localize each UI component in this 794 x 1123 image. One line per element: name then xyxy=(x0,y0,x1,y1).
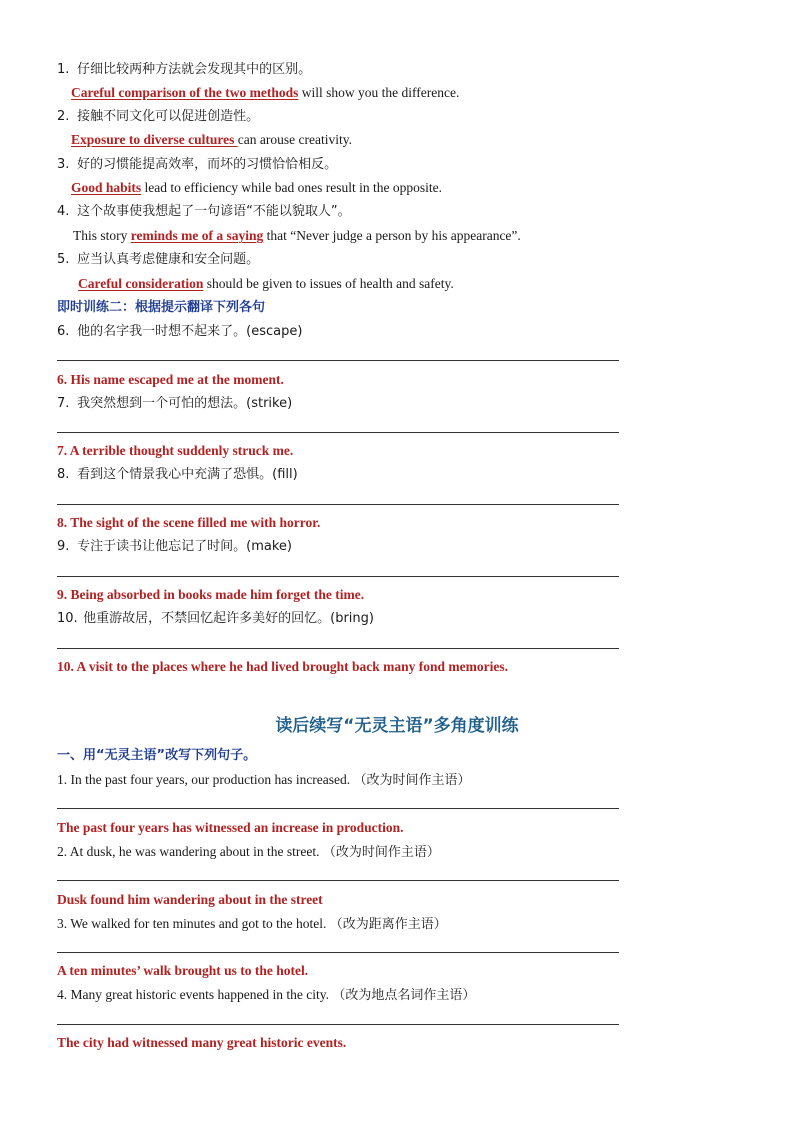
rewrite-answer-3: A ten minutes’ walk brought us to the hotel. xyxy=(57,963,309,978)
answer-6: 6. His name escaped me at the moment. xyxy=(57,372,284,387)
answer-key-phrase: Exposure to diverse cultures xyxy=(71,132,238,147)
answer-blank-line xyxy=(57,1024,619,1025)
answer-3-en: Good habits lead to efficiency while bad ones result in the opposite. xyxy=(71,180,442,195)
question-8-cn: 8. 看到这个情景我心中充满了恐惧。(fill) xyxy=(57,467,298,482)
rewrite-question-2: 2. At dusk, he was wandering about in the street. （改为时间作主语） xyxy=(57,844,440,860)
answer-7: 7. A terrible thought suddenly struck me. xyxy=(57,443,294,458)
answer-blank-line xyxy=(57,808,619,809)
rewrite-question-3: 3. We walked for ten minutes and got to the hotel. （改为距离作主语） xyxy=(57,916,447,932)
rewrite-question-4: 4. Many great historic events happened in the city. （改为地点名词作主语） xyxy=(57,987,476,1003)
section-heading-practice-2: 即时训练二：根据提示翻译下列各句 xyxy=(57,300,266,315)
answer-blank-line xyxy=(57,648,619,649)
answer-8: 8. The sight of the scene filled me with horror. xyxy=(57,515,321,530)
answer-key-phrase: Careful comparison of the two methods xyxy=(71,85,299,100)
rewrite-question-1: 1. In the past four years, our production has increased. （改为时间作主语） xyxy=(57,772,471,788)
answer-10: 10. A visit to the places where he had lived brought back many fond memories. xyxy=(57,659,509,674)
question-4-cn: 4. 这个故事使我想起了一句谚语“不能以貌取人”。 xyxy=(57,204,351,219)
answer-blank-line xyxy=(57,576,619,577)
section-title: 读后续写“无灵主语”多角度训练 xyxy=(275,716,519,736)
answer-4-en: This story reminds me of a saying that “Never judge a person by his appearance”. xyxy=(73,228,521,243)
question-3-cn: 3. 好的习惯能提高效率，而坏的习惯恰恰相反。 xyxy=(57,157,338,172)
answer-key-phrase: Careful consideration xyxy=(78,276,204,291)
answer-key-phrase: reminds me of a saying xyxy=(130,228,264,243)
question-5-cn: 5. 应当认真考虑健康和安全问题。 xyxy=(57,252,260,267)
answer-blank-line xyxy=(57,432,619,433)
answer-key-phrase: Good habits xyxy=(71,180,142,195)
answer-blank-line xyxy=(57,504,619,505)
answer-blank-line xyxy=(57,360,619,361)
question-2-cn: 2. 接触不同文化可以促进创造性。 xyxy=(57,109,260,124)
rewrite-answer-4: The city had witnessed many great historic events. xyxy=(57,1035,347,1050)
rewrite-answer-1: The past four years has witnessed an increase in production. xyxy=(57,820,404,835)
question-10-cn: 10. 他重游故居，不禁回忆起许多美好的回忆。(bring) xyxy=(57,611,374,626)
section-heading-rewrite: 一、用“无灵主语”改写下列句子。 xyxy=(57,748,257,763)
answer-blank-line xyxy=(57,880,619,881)
answer-5-en: Careful consideration should be given to issues of health and safety. xyxy=(78,276,454,291)
rewrite-answer-2: Dusk found him wandering about in the street xyxy=(57,892,323,907)
question-9-cn: 9. 专注于读书让他忘记了时间。(make) xyxy=(57,539,292,554)
answer-1-en: Careful comparison of the two methods will show you the difference. xyxy=(71,85,460,100)
question-7-cn: 7. 我突然想到一个可怕的想法。(strike) xyxy=(57,396,293,411)
answer-9: 9. Being absorbed in books made him forget the time. xyxy=(57,587,365,602)
answer-2-en: Exposure to diverse cultures can arouse creativity. xyxy=(71,132,352,147)
answer-blank-line xyxy=(57,952,619,953)
question-1-cn: 1. 仔细比较两种方法就会发现其中的区别。 xyxy=(57,62,312,77)
question-6-cn: 6. 他的名字我一时想不起来了。(escape) xyxy=(57,324,303,339)
